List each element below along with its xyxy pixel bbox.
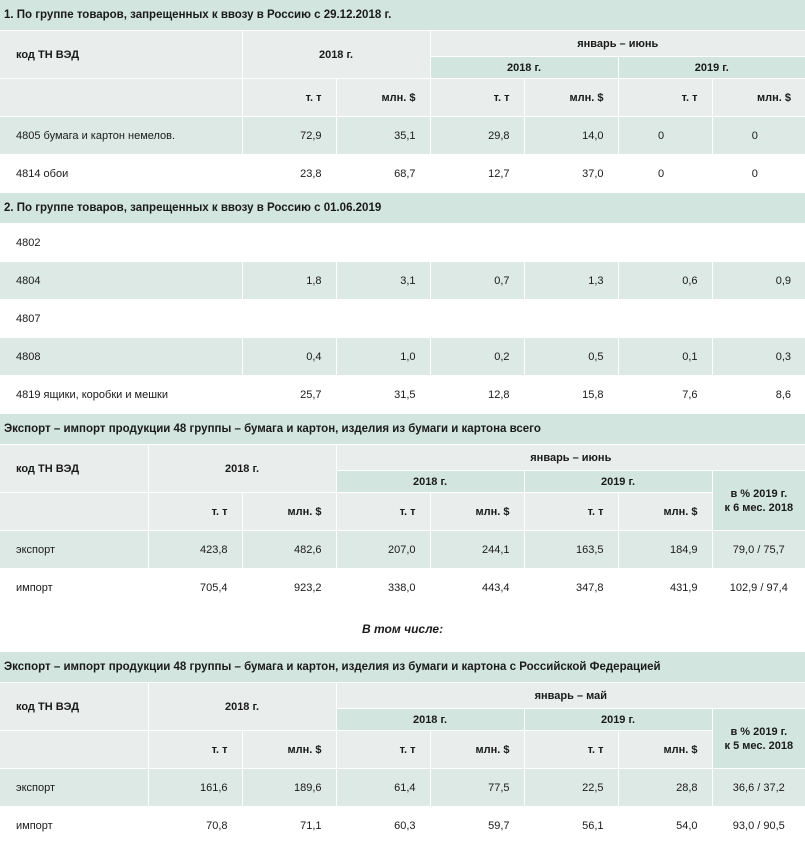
row-label: 4814 обои bbox=[0, 155, 242, 193]
code-header: код ТН ВЭД bbox=[0, 31, 242, 79]
cell: 93,0 / 90,5 bbox=[712, 807, 805, 845]
cell: 35,1 bbox=[336, 117, 430, 155]
section-title-1: 1. По группе товаров, запрещенных к ввозу в Россию с 29.12.2018 г. bbox=[0, 0, 805, 31]
row-label: 4819 ящики, коробки и мешки bbox=[0, 376, 242, 414]
cell: 0,4 bbox=[242, 338, 336, 376]
unit-header: млн. $ bbox=[242, 493, 336, 531]
cell: 161,6 bbox=[148, 769, 242, 807]
cell: 12,8 bbox=[430, 376, 524, 414]
unit-header: т. т bbox=[148, 731, 242, 769]
cell bbox=[712, 300, 805, 338]
sub-header-2019: 2019 г. bbox=[618, 57, 805, 79]
cell bbox=[712, 224, 805, 262]
year-header: 2018 г. bbox=[148, 683, 336, 731]
cell: 102,9 / 97,4 bbox=[712, 569, 805, 607]
table-row bbox=[0, 117, 805, 155]
in-that-number-caption: В том числе: bbox=[0, 607, 805, 652]
cell: 1,3 bbox=[524, 262, 618, 300]
cell: 7,6 bbox=[618, 376, 712, 414]
cell: 923,2 bbox=[242, 569, 336, 607]
cell: 37,0 bbox=[524, 155, 618, 193]
percent-header bbox=[712, 471, 805, 531]
cell: 54,0 bbox=[618, 807, 712, 845]
table-row bbox=[0, 376, 805, 414]
cell bbox=[242, 224, 336, 262]
export-import-total-table bbox=[0, 414, 805, 652]
table-row bbox=[0, 224, 805, 262]
cell: 184,9 bbox=[618, 531, 712, 569]
section-title-3: Экспорт – импорт продукции 48 группы – бумага и картон, изделия из бумаги и картона всего bbox=[0, 414, 805, 445]
row-label: 4804 bbox=[0, 262, 242, 300]
cell: 1,0 bbox=[336, 338, 430, 376]
sub-header-2019: 2019 г. bbox=[524, 471, 712, 493]
sub-header-2018: 2018 г. bbox=[336, 471, 524, 493]
cell: 0,5 bbox=[524, 338, 618, 376]
unit-header: т. т bbox=[336, 493, 430, 531]
cell: 23,8 bbox=[242, 155, 336, 193]
cell: 77,5 bbox=[430, 769, 524, 807]
period-header: январь – июнь bbox=[430, 31, 805, 57]
year-header: 2018 г. bbox=[242, 31, 430, 79]
table-row bbox=[0, 569, 805, 607]
cell: 71,1 bbox=[242, 807, 336, 845]
cell: 70,8 bbox=[148, 807, 242, 845]
cell bbox=[618, 224, 712, 262]
cell: 0,3 bbox=[712, 338, 805, 376]
cell: 8,6 bbox=[712, 376, 805, 414]
unit-header: т. т bbox=[242, 79, 336, 117]
cell: 36,6 / 37,2 bbox=[712, 769, 805, 807]
cell: 72,9 bbox=[242, 117, 336, 155]
cell: 59,7 bbox=[430, 807, 524, 845]
table-row bbox=[0, 262, 805, 300]
unit-header: млн. $ bbox=[430, 493, 524, 531]
unit-header: т. т bbox=[336, 731, 430, 769]
section-title-2: 2. По группе товаров, запрещенных к ввозу в Россию с 01.06.2019 bbox=[0, 193, 805, 224]
cell: 443,4 bbox=[430, 569, 524, 607]
cell: 0 bbox=[712, 155, 805, 193]
unit-header: млн. $ bbox=[618, 493, 712, 531]
percent-header-line: в % 2019 г. bbox=[730, 725, 788, 738]
cell: 338,0 bbox=[336, 569, 430, 607]
row-label: 4808 bbox=[0, 338, 242, 376]
cell: 189,6 bbox=[242, 769, 336, 807]
cell: 31,5 bbox=[336, 376, 430, 414]
unit-header: млн. $ bbox=[430, 731, 524, 769]
code-header: код ТН ВЭД bbox=[0, 445, 148, 493]
code-header: код ТН ВЭД bbox=[0, 683, 148, 731]
percent-header-line: в % 2019 г. bbox=[730, 487, 788, 500]
cell: 0,2 bbox=[430, 338, 524, 376]
cell: 22,5 bbox=[524, 769, 618, 807]
percent-header-line: к 5 мес. 2018 bbox=[724, 739, 794, 752]
cell: 0 bbox=[712, 117, 805, 155]
sub-header-2019: 2019 г. bbox=[524, 709, 712, 731]
row-label: 4805 бумага и картон немелов. bbox=[0, 117, 242, 155]
cell: 1,8 bbox=[242, 262, 336, 300]
cell: 482,6 bbox=[242, 531, 336, 569]
year-header: 2018 г. bbox=[148, 445, 336, 493]
row-label: 4802 bbox=[0, 224, 242, 262]
unit-header: млн. $ bbox=[336, 79, 430, 117]
cell: 15,8 bbox=[524, 376, 618, 414]
row-label: экспорт bbox=[0, 531, 148, 569]
cell: 431,9 bbox=[618, 569, 712, 607]
row-label: 4807 bbox=[0, 300, 242, 338]
cell bbox=[524, 300, 618, 338]
unit-header: т. т bbox=[148, 493, 242, 531]
unit-header: млн. $ bbox=[712, 79, 805, 117]
unit-header: млн. $ bbox=[524, 79, 618, 117]
section-title-4: Экспорт – импорт продукции 48 группы – бумага и картон, изделия из бумаги и картона с Российской Федерацией bbox=[0, 652, 805, 683]
unit-header: т. т bbox=[524, 493, 618, 531]
cell bbox=[430, 224, 524, 262]
cell: 3,1 bbox=[336, 262, 430, 300]
cell: 347,8 bbox=[524, 569, 618, 607]
banned-goods-table bbox=[0, 0, 805, 414]
cell bbox=[242, 300, 336, 338]
percent-header-line: к 6 мес. 2018 bbox=[724, 501, 794, 514]
cell: 423,8 bbox=[148, 531, 242, 569]
unit-header: т. т bbox=[618, 79, 712, 117]
unit-spacer bbox=[0, 79, 242, 117]
period-header: январь – май bbox=[336, 683, 805, 709]
row-label: импорт bbox=[0, 807, 148, 845]
unit-header: млн. $ bbox=[242, 731, 336, 769]
table-row bbox=[0, 807, 805, 845]
cell: 79,0 / 75,7 bbox=[712, 531, 805, 569]
unit-spacer bbox=[0, 493, 148, 531]
table-row bbox=[0, 155, 805, 193]
cell: 29,8 bbox=[430, 117, 524, 155]
cell bbox=[430, 300, 524, 338]
cell bbox=[336, 224, 430, 262]
cell: 0,1 bbox=[618, 338, 712, 376]
table-row bbox=[0, 300, 805, 338]
cell: 28,8 bbox=[618, 769, 712, 807]
cell: 25,7 bbox=[242, 376, 336, 414]
table-row bbox=[0, 531, 805, 569]
row-label: импорт bbox=[0, 569, 148, 607]
unit-header: т. т bbox=[524, 731, 618, 769]
cell: 61,4 bbox=[336, 769, 430, 807]
cell bbox=[336, 300, 430, 338]
cell: 163,5 bbox=[524, 531, 618, 569]
cell: 60,3 bbox=[336, 807, 430, 845]
cell: 0 bbox=[618, 117, 712, 155]
cell: 56,1 bbox=[524, 807, 618, 845]
export-import-russia-table bbox=[0, 652, 805, 845]
cell: 0 bbox=[618, 155, 712, 193]
cell: 0,9 bbox=[712, 262, 805, 300]
cell bbox=[524, 224, 618, 262]
table-row bbox=[0, 769, 805, 807]
row-label: экспорт bbox=[0, 769, 148, 807]
unit-spacer bbox=[0, 731, 148, 769]
unit-header: млн. $ bbox=[618, 731, 712, 769]
sub-header-2018: 2018 г. bbox=[336, 709, 524, 731]
cell: 0,6 bbox=[618, 262, 712, 300]
table-row bbox=[0, 338, 805, 376]
cell bbox=[618, 300, 712, 338]
sub-header-2018: 2018 г. bbox=[430, 57, 618, 79]
unit-header: т. т bbox=[430, 79, 524, 117]
cell: 68,7 bbox=[336, 155, 430, 193]
percent-header bbox=[712, 709, 805, 769]
cell: 12,7 bbox=[430, 155, 524, 193]
cell: 14,0 bbox=[524, 117, 618, 155]
period-header: январь – июнь bbox=[336, 445, 805, 471]
cell: 207,0 bbox=[336, 531, 430, 569]
cell: 244,1 bbox=[430, 531, 524, 569]
cell: 0,7 bbox=[430, 262, 524, 300]
cell: 705,4 bbox=[148, 569, 242, 607]
